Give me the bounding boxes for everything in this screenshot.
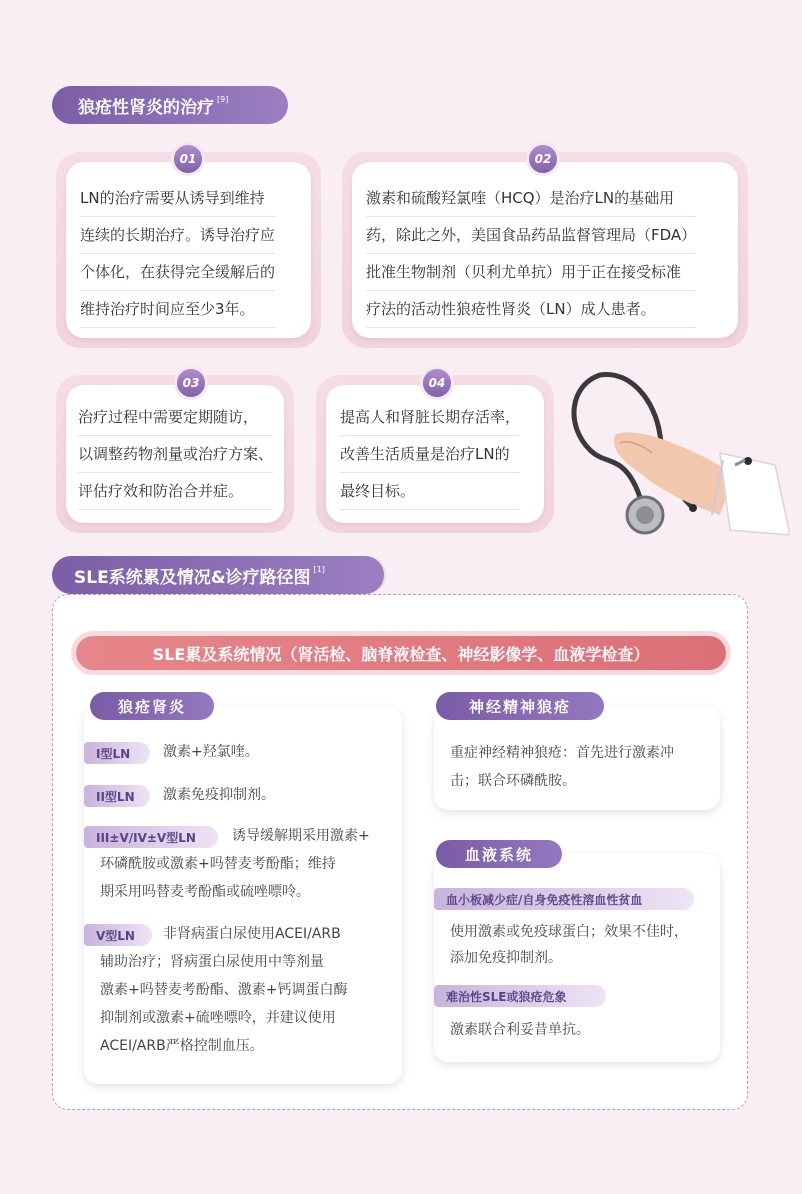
tag-refractory-sle: 难治性SLE或狼疮危象 <box>434 985 606 1007</box>
card-text <box>340 399 520 510</box>
card-text <box>80 180 275 328</box>
text-line: 连续的长期治疗。诱导治疗应 <box>80 217 275 254</box>
neuropsychiatric-lupus-title: 神经精神狼疮 <box>436 692 604 720</box>
card-01 <box>56 152 321 348</box>
type-iii-iv-text-line3: 期采用吗替麦考酚酯或硫唑嘌呤。 <box>100 884 310 900</box>
lupus-nephritis-title: 狼疮肾炎 <box>90 692 214 720</box>
neuro-text-line2: 击；联合环磷酰胺。 <box>450 773 576 789</box>
tag-type-v: V型LN <box>84 924 152 946</box>
type-i-text: 激素+羟氯喹。 <box>163 744 259 760</box>
type-iii-iv-text-line2: 环磷酰胺或激素+吗替麦考酚酯；维持 <box>100 856 336 872</box>
number-badge-01: 01 <box>171 142 205 176</box>
card-03 <box>56 375 294 533</box>
text-line: 提高人和肾脏长期存活率， <box>340 399 520 436</box>
card-text <box>366 180 696 328</box>
refractory-sle-text: 激素联合利妥昔单抗。 <box>450 1022 590 1038</box>
section-title: 狼疮性肾炎的治疗 <box>78 97 214 118</box>
number-badge-03: 03 <box>174 366 208 400</box>
text-line: 个体化，在获得完全缓解后的 <box>80 254 275 291</box>
reference-mark: [9] <box>217 94 229 104</box>
thrombocytopenia-text-line1: 使用激素或免疫球蛋白；效果不佳时， <box>450 924 688 940</box>
text-line: LN的治疗需要从诱导到维持 <box>80 180 275 217</box>
header-pill-front <box>52 86 288 124</box>
type-v-text-line2: 辅助治疗；肾病蛋白尿使用中等剂量 <box>100 954 324 970</box>
number-badge-02: 02 <box>526 142 560 176</box>
section-title: SLE系统累及情况&诊疗路径图 <box>74 567 311 588</box>
reference-mark: [1] <box>313 564 325 574</box>
text-line: 激素和硫酸羟氯喹（HCQ）是治疗LN的基础用 <box>366 180 696 217</box>
number-badge-04: 04 <box>420 366 454 400</box>
card-02 <box>342 152 748 348</box>
type-v-text-line1: 非肾病蛋白尿使用ACEI/ARB <box>163 926 341 942</box>
type-ii-text: 激素免疫抑制剂。 <box>163 787 275 803</box>
sle-involvement-banner: SLE累及系统情况（肾活检、脑脊液检查、神经影像学、血液学检查） <box>76 636 726 670</box>
text-line: 批准生物制剂（贝利尤单抗）用于正在接受标准 <box>366 254 696 291</box>
card-text <box>78 399 273 510</box>
section-header-sle-pathway <box>52 556 386 594</box>
type-v-text-line4: 抑制剂或激素+硫唑嘌呤，并建议使用 <box>100 1010 336 1026</box>
header-pill-front <box>52 556 384 594</box>
section-header-ln-treatment <box>52 86 286 124</box>
text-line: 维持治疗时间应至少3年。 <box>80 291 275 328</box>
thrombocytopenia-text-line2: 添加免疫抑制剂。 <box>450 950 562 966</box>
tag-type-ii: II型LN <box>84 785 150 807</box>
tag-type-i: I型LN <box>84 742 150 764</box>
type-iii-iv-text-line1: 诱导缓解期采用激素+ <box>232 828 370 844</box>
hematologic-system-title: 血液系统 <box>436 840 562 868</box>
text-line: 治疗过程中需要定期随访， <box>78 399 273 436</box>
text-line: 疗法的活动性狼疮性肾炎（LN）成人患者。 <box>366 291 696 328</box>
type-v-text-line3: 激素+吗替麦考酚酯、激素+钙调蛋白酶 <box>100 982 348 998</box>
neuro-text-line1: 重症神经精神狼疮：首先进行激素冲 <box>450 745 674 761</box>
text-line: 药，除此之外，美国食品药品监督管理局（FDA） <box>366 217 696 254</box>
text-line: 最终目标。 <box>340 473 520 510</box>
stethoscope-hand-illustration <box>560 365 790 555</box>
tag-type-iii-iv: III±V/IV±V型LN <box>84 826 218 848</box>
text-line: 以调整药物剂量或治疗方案、 <box>78 436 273 473</box>
type-v-text-line5: ACEI/ARB严格控制血压。 <box>100 1038 264 1054</box>
tag-thrombocytopenia: 血小板减少症/自身免疫性溶血性贫血 <box>434 888 694 910</box>
text-line: 评估疗效和防治合并症。 <box>78 473 273 510</box>
text-line: 改善生活质量是治疗LN的 <box>340 436 520 473</box>
